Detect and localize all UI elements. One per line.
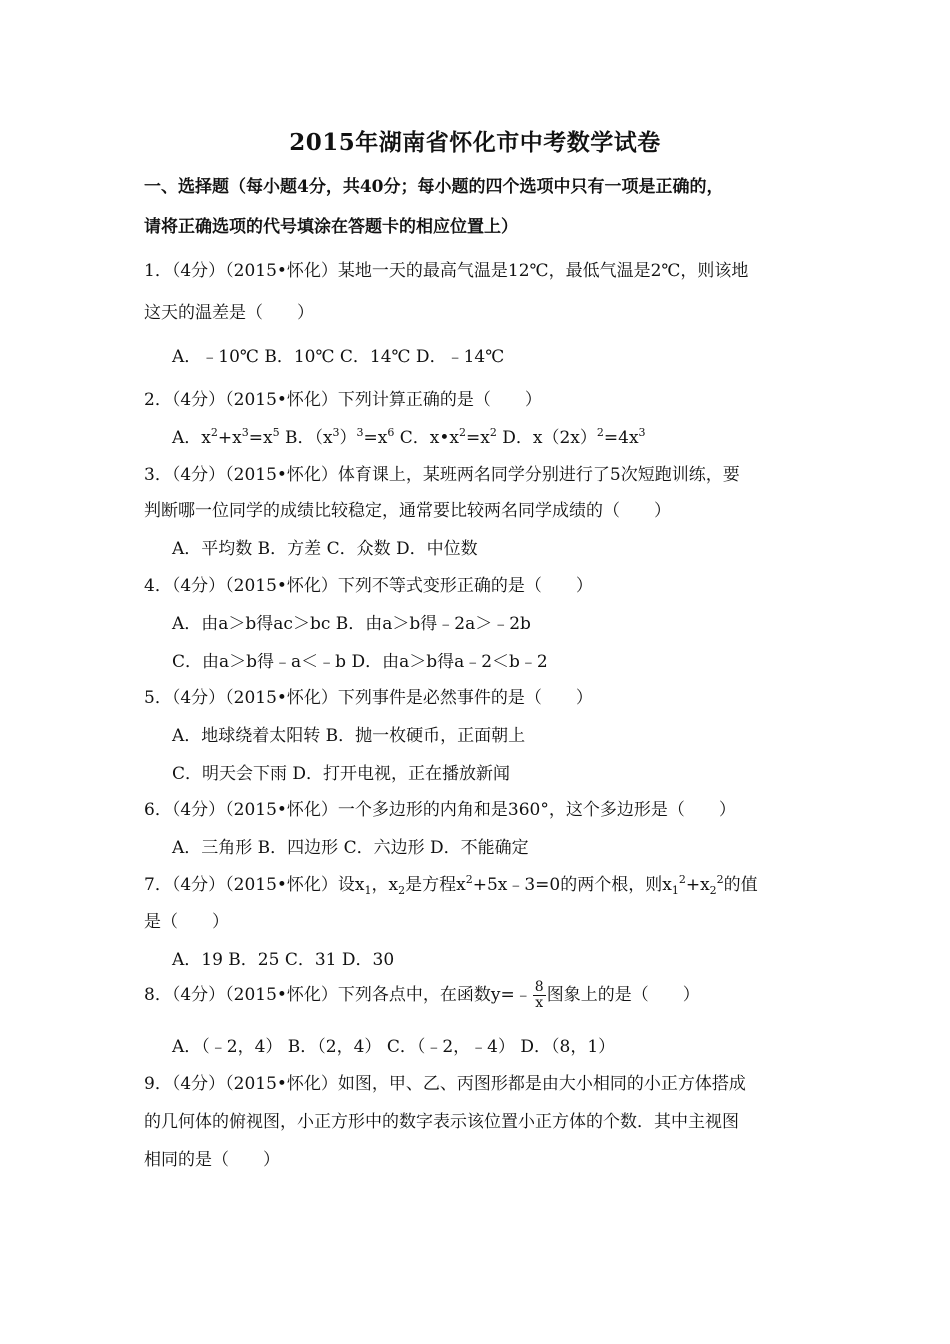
q4-options-ab: A．由a＞b得ac＞bc B．由a＞b得﹣2a＞﹣2b xyxy=(172,614,531,634)
q7-stem-line1: 7．（4分）（2015•怀化）设$x_1$，$x_2$是方程$x^2+5x﹣3=0$的两个根，则$x_1^2+x_2^2$的值 xyxy=(144,873,758,897)
q6-options: A．三角形 B．四边形 C．六边形 D．不能确定 xyxy=(172,838,529,858)
q3-stem-line1: 3．（4分）（2015•怀化）体育课上，某班两名同学分别进行了5次短跑训练，要 xyxy=(144,465,740,485)
q7-options: A．19 B．25 C．31 D．30 xyxy=(172,950,395,970)
q6-stem: 6．（4分）（2015•怀化）一个多边形的内角和是360°，这个多边形是（ ） xyxy=(144,800,736,820)
q1-stem-line1: 1．（4分）（2015•怀化）某地一天的最高气温是12℃，最低气温是2℃，则该地 xyxy=(144,261,749,281)
q5-options-ab: A．地球绕着太阳转 B．抛一枚硬币，正面朝上 xyxy=(172,726,526,746)
section-heading-line1: 一、选择题（每小题4分，共40分；每小题的四个选项中只有一项是正确的， xyxy=(144,177,724,197)
section-heading-line2: 请将正确选项的代号填涂在答题卡的相应位置上） xyxy=(144,217,518,237)
q2-option-b: B．$(x^3)^3=x^6$ xyxy=(279,426,395,448)
q7-stem-line2: 是（ ） xyxy=(144,912,229,932)
q9-stem-line1: 9．（4分）（2015•怀化）如图，甲、乙、丙图形都是由大小相同的小正方体搭成 xyxy=(144,1074,746,1094)
q2-option-d: D．$x(2x)^2=4x^3$ xyxy=(496,426,646,448)
q1-options: A．﹣10℃ B．10℃ C．14℃ D．﹣14℃ xyxy=(172,347,505,367)
q1-stem-line2: 这天的温差是（ ） xyxy=(144,303,314,323)
q3-stem-line2: 判断哪一位同学的成绩比较稳定，通常要比较两名同学成绩的（ ） xyxy=(144,501,671,521)
q9-stem-line3: 相同的是（ ） xyxy=(144,1150,280,1170)
q2-stem: 2．（4分）（2015•怀化）下列计算正确的是（ ） xyxy=(144,390,542,410)
q4-options-cd: C．由a＞b得﹣a＜﹣b D．由a＞b得a﹣2＜b﹣2 xyxy=(172,652,548,672)
q2-option-a: A．$x^2+x^3=x^5$ xyxy=(172,426,280,448)
q8-options: A．（﹣2，4） B．（2，4） C．（﹣2，﹣4） D．（8，1） xyxy=(172,1037,616,1057)
q9-stem-line2: 的几何体的俯视图，小正方形中的数字表示该位置小正方体的个数．其中主视图 xyxy=(144,1112,739,1132)
page-title: 2015年湖南省怀化市中考数学试卷 xyxy=(289,129,661,156)
q5-options-cd: C．明天会下雨 D．打开电视，正在播放新闻 xyxy=(172,764,511,784)
q2-options xyxy=(172,423,646,448)
q4-stem: 4．（4分）（2015•怀化）下列不等式变形正确的是（ ） xyxy=(144,576,593,596)
q8-fraction: $\frac{8}{x}$ xyxy=(534,979,544,1011)
q8-stem: 8．（4分）（2015•怀化）下列各点中，在函数y=﹣ $\frac{8}{x}$ 图象上的是（ ） xyxy=(144,979,700,1011)
q3-options: A．平均数 B．方差 C．众数 D．中位数 xyxy=(172,539,478,559)
q5-stem: 5．（4分）（2015•怀化）下列事件是必然事件的是（ ） xyxy=(144,688,593,708)
q2-option-c: C．$x•x^2=x^2$ xyxy=(394,426,497,448)
